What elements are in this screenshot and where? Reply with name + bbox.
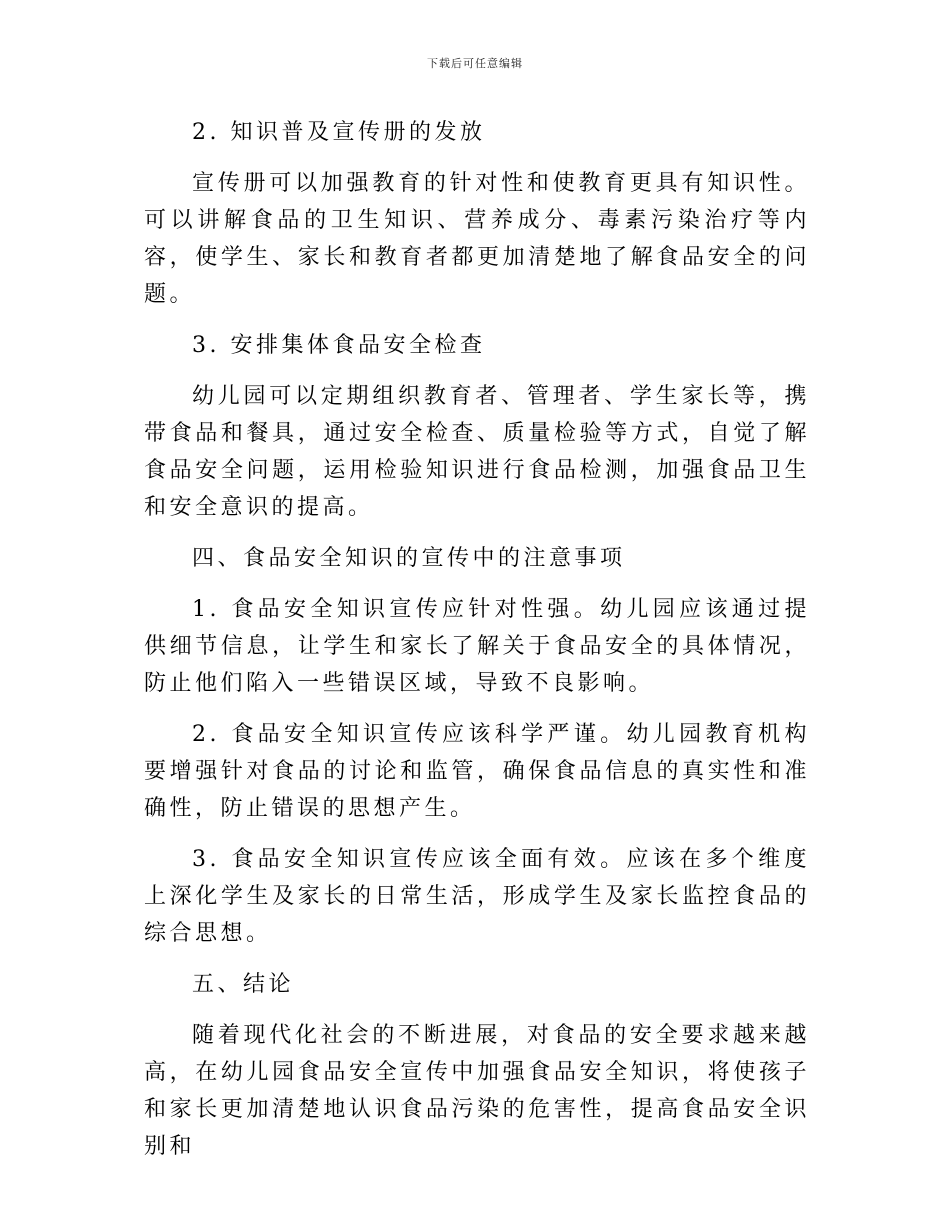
paragraph-inspection: 幼儿园可以定期组织教育者、管理者、学生家长等，携带食品和餐具，通过安全检查、质量检验等方式，自觉了解食品安全问题，运用检验知识进行食品检测，加强食品卫生和安全意识的提高。 bbox=[144, 384, 810, 520]
paragraph-note-2: 2. 食品安全知识宣传应该科学严谨。幼儿园教育机构要增强针对食品的讨论和监管，确保食品信息的真实性和准确性，防止错误的思想产生。 bbox=[144, 722, 810, 821]
section-heading-inspection: 3. 安排集体食品安全检查 bbox=[192, 333, 486, 358]
paragraph-note-1: 1. 食品安全知识宣传应针对性强。幼儿园应该通过提供细节信息，让学生和家长了解关于食品安全的具体情况，防止他们陷入一些错误区域，导致不良影响。 bbox=[144, 597, 810, 696]
section-heading-brochure: 2. 知识普及宣传册的发放 bbox=[192, 120, 486, 145]
paragraph-brochure: 宣传册可以加强教育的针对性和使教育更具有知识性。可以讲解食品的卫生知识、营养成分、毒素污染治疗等内容，使学生、家长和教育者都更加清楚地了解食品安全的问题。 bbox=[144, 171, 810, 307]
page-header: 下载后可任意编辑 bbox=[427, 57, 523, 70]
document-body bbox=[144, 114, 810, 1179]
paragraph-conclusion: 随着现代化社会的不断进展，对食品的安全要求越来越高，在幼儿园食品安全宣传中加强食品安全知识，将使孩子和家长更加清楚地认识食品污染的危害性，提高食品安全识别和 bbox=[144, 1023, 810, 1159]
paragraph-note-3: 3. 食品安全知识宣传应该全面有效。应该在多个维度上深化学生及家长的日常生活，形成学生及家长监控食品的综合思想。 bbox=[144, 847, 810, 946]
section-heading-notes: 四、食品安全知识的宣传中的注意事项 bbox=[192, 546, 626, 571]
section-heading-conclusion: 五、结论 bbox=[192, 972, 295, 997]
